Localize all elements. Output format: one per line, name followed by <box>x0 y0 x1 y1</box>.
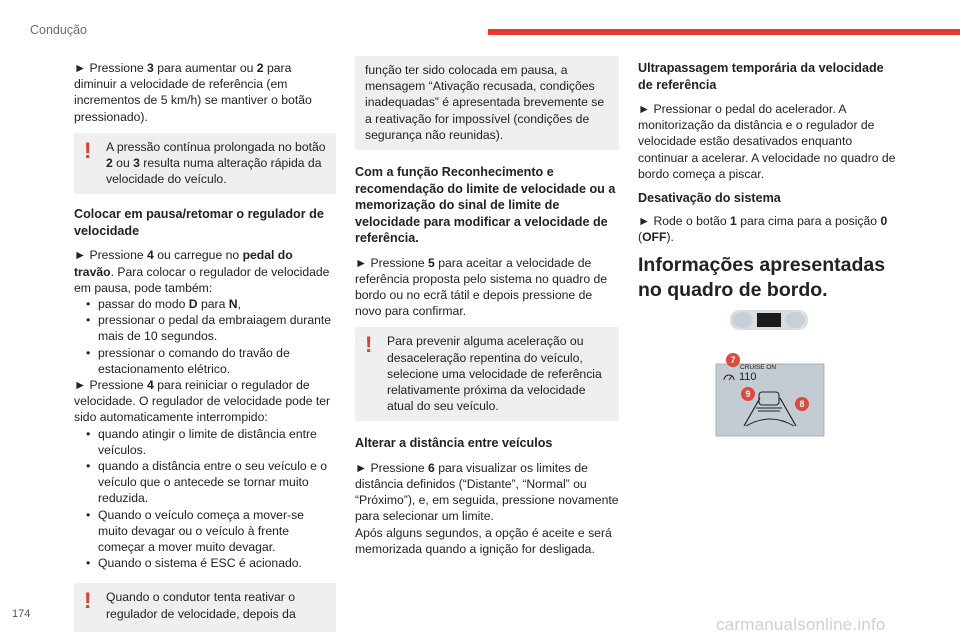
instrument-cluster-icon <box>730 310 808 330</box>
watermark: carmanualsonline.info <box>716 615 886 634</box>
list-item: • pressionar o pedal da embraiagem durante mais de 10 segundos. <box>74 312 336 344</box>
column-3 <box>638 60 900 317</box>
list-item: • Quando o veículo começa a mover-se muito devagar ou o veículo à frente começar a mover muito devagar. <box>74 507 336 556</box>
list-item: • quando atingir o limite de distância entre veículos. <box>74 426 336 458</box>
warning-box-reactivation: ! Quando o condutor tenta reativar o regulador de velocidade, depois da <box>74 583 336 631</box>
warning-box-acceleration: ! Para prevenir alguma aceleração ou desaceleração repentina do veículo, selecione uma velocidade de referência relativamente próxima da velocidade atual do seu veículo. <box>355 327 619 421</box>
set-speed-readout: 110 <box>739 371 757 383</box>
heading-speed-limit-recognition: Com a função Reconhecimento e recomendação do limite de velocidade ou a memorização do sinal de limite de velocidade para modificar a velocidade de referência. <box>355 165 616 246</box>
warning-box-continuous-press: ! A pressão contínua prolongada no botão 2 ou 3 resulta numa alteração rápida da velocidade do veículo. <box>74 133 336 195</box>
paragraph-accelerator: ► Pressionar o pedal do acelerador. A monitorização da distância e o regulador de velocidade estão desativados enquanto continuar a acelerar. A velocidade no quadro de bordo começa a piscar. <box>638 102 896 181</box>
list-item: • passar do modo D para N, <box>74 296 336 312</box>
warning-exclamation-icon: ! <box>84 137 92 163</box>
heading-dashboard-info: Informações apresentadas no quadro de bordo. <box>638 253 886 301</box>
paragraph-memorized: Após alguns segundos, a opção é aceite e será memorizada quando a ignição for desligada. <box>355 525 612 556</box>
instrument-cluster-diagram <box>710 302 828 438</box>
callout-badge-9: 9 <box>741 387 755 401</box>
paragraph-resume: ► Pressione 4 para reiniciar o regulador de velocidade. O regulador de velocidade pode ter sido automaticamente interrompido: <box>74 378 331 425</box>
paragraph-accept-speed: ► Pressione 5 para aceitar a velocidade de referência proposta pelo sistema no quadro de bordo ou no ecrã tátil e depois pressione de novo para confirmar. <box>355 255 608 319</box>
list-item: • Quando o sistema é ESC é acionado. <box>74 555 336 571</box>
heading-distance: Alterar a distância entre veículos <box>355 436 553 451</box>
column-1 <box>74 60 336 644</box>
paragraph-pause: ► Pressione 4 ou carregue no pedal do travão. Para colocar o regulador de velocidade em pausa, pode também: <box>74 248 330 295</box>
paragraph-deactivation: ► Rode o botão 1 para cima para a posição 0 (OFF). <box>638 213 888 244</box>
auto-interrupt-list <box>74 426 336 572</box>
cruise-on-label: CRUISE ON <box>740 364 777 371</box>
heading-deactivation: Desativação do sistema <box>638 191 781 206</box>
paragraph-increase-decrease: ► Pressione 3 para aumentar ou 2 para diminuir a velocidade de referência (em incrementos de 5 km/h) se mantiver o botão pressionado). <box>74 61 312 124</box>
page-number: 174 <box>12 608 31 620</box>
column-2 <box>355 56 619 565</box>
paragraph-distance: ► Pressione 6 para visualizar os limites de distância definidos (“Distante”, “Normal” ou “Próximo”), e, em seguida, pressione novamente para selecionar um limite. <box>355 460 619 524</box>
heading-temporary-override: Ultrapassagem temporária da velocidade de referência <box>638 61 884 92</box>
warning-box-reactivation-continued: função ter sido colocada em pausa, a mensagem “Ativação recusada, condições inadequadas” é apresentada brevemente se a reativação for impossível (condições de segurança não reunidas). <box>355 56 619 150</box>
callout-badge-7: 7 <box>726 353 740 367</box>
warning-exclamation-icon: ! <box>365 332 373 358</box>
callout-badge-8: 8 <box>795 397 809 411</box>
list-item: • pressionar o comando do travão de estacionamento elétrico. <box>74 345 336 377</box>
list-item: • quando a distância entre o seu veículo e o veículo que o antecede se tornar muito reduzida. <box>74 458 336 507</box>
warning-exclamation-icon: ! <box>84 588 92 614</box>
header-title: Condução <box>30 23 87 37</box>
pause-options-list <box>74 296 336 377</box>
header-accent-bar <box>488 29 960 35</box>
heading-pause-resume: Colocar em pausa/retomar o regulador de velocidade <box>74 207 324 238</box>
